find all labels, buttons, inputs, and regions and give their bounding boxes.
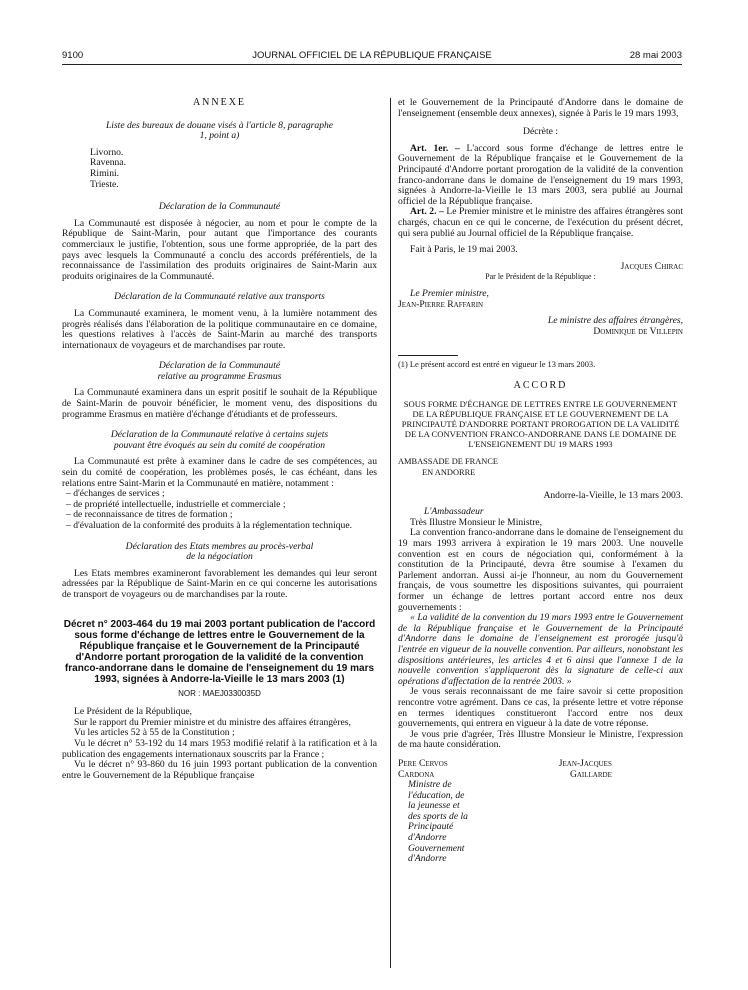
ambassade-line-2: EN ANDORRE	[422, 468, 476, 478]
signature-right-name: Jean-Jacques Gaillarde	[558, 757, 612, 780]
list-item: – d'échanges de services ;	[66, 488, 165, 500]
bureaux-list	[62, 148, 377, 190]
signature-left-title: Ministre de l'éducation, de la jeunesse et des sports de la Principauté d'Andorre Gouvernement d'Andorre	[408, 779, 468, 865]
column-divider	[390, 98, 391, 968]
signature-left	[398, 759, 535, 865]
fait-line: Fait à Paris, le 19 mai 2003.	[410, 244, 518, 256]
article-2-label: Art. 2. –	[410, 206, 444, 218]
section-title: Déclaration de la Communauté	[158, 360, 281, 372]
decrete-label: Décrète :	[523, 126, 558, 138]
footnote: (1) Le présent accord est entré en vigueur le 13 mars 2003.	[398, 360, 596, 370]
pm-name: Jean-Pierre Raffarin	[398, 298, 484, 310]
letter-paragraph: Je vous prie d'agréer, Très Illustre Monsieur le Ministre, l'expression de ma haute considération.	[398, 728, 683, 751]
decree-title: Décret n° 2003-464 du 19 mai 2003 portant publication de l'accord sous forme d'échange de lettres entre le Gouvernement de la République française et le Gouvernement de la Principauté d'Andorre portant prorogation de la validité de la convention franco-andorrane dans le domaine de l'enseignement du 19 mars 1993, signées à Andorre-la-Vieille le 13 mars 2003 (1)	[63, 618, 376, 685]
matters-list	[62, 489, 377, 531]
right-column	[398, 98, 683, 865]
signature-left-name: Pere Cervos Cardona	[398, 757, 448, 780]
section-title: Déclaration de la Communauté relative à certains sujets	[110, 429, 329, 441]
list-item: Livorno.	[90, 146, 124, 158]
section-title: Déclaration de la Communauté	[158, 201, 281, 213]
ambassadeur-label: L'Ambassadeur	[424, 506, 484, 518]
section-text: La Communauté est prête à examiner dans le cadre de ses compétences, au sein du comité de coopération, les problèmes posés, le cas échéant, dans les relations entre Saint-Marin et la Communauté en matière, notamment :	[62, 456, 377, 489]
list-item: – d'évaluation de la conformité des produits à la réglementation technique.	[66, 520, 352, 531]
nor-reference: NOR : MAEJ0330035D	[178, 688, 261, 698]
section-text: La Communauté examinera, le moment venu, à la lumière notamment des progrès réalisés dans l'élaboration de la politique communautaire en ce domaine, les questions relatives à l'accès de Saint-Marin au marché des transports internationaux de voyageurs et de marchandises par route.	[62, 307, 377, 351]
decree-paragraph: Vu le décret n° 53-192 du 14 mars 1953 modifié relatif à la ratification et à la publication des engagements internationaux souscrits par la France ;	[62, 737, 377, 760]
letter-signatures	[398, 759, 683, 865]
signature-president: Jacques Chirac	[620, 260, 683, 272]
decree-paragraph: Vu le décret n° 93-860 du 16 juin 1993 portant publication de la convention entre le Gouvernement de la République française	[62, 759, 377, 781]
article-2-text: Le Premier ministre et le ministre des affaires étrangères sont chargés, chacun en ce qui le concerne, de l'exécution du présent décret, qui sera publié au Journal officiel de la République française.	[398, 206, 683, 239]
mae-name: Dominique de Villepin	[593, 325, 683, 337]
section-title: Déclaration des Etats membres au procès-verbal	[125, 540, 314, 552]
list-item: – de reconnaissance de titres de formation ;	[66, 509, 233, 521]
header-rule	[62, 64, 682, 65]
par-le-president: Par le Président de la République :	[485, 272, 596, 282]
article-1	[398, 144, 683, 208]
list-item: Trieste.	[90, 178, 119, 190]
section-title: de la négociation	[186, 551, 253, 563]
pm-title: Le Premier ministre,	[410, 287, 489, 299]
section-title: pouvant être évoqués au sein du comité de coopération	[113, 439, 326, 451]
decree-paragraph: Sur le rapport du Premier ministre et du ministre des affaires étrangères,	[74, 716, 351, 728]
journal-title: JOURNAL OFFICIEL DE LA RÉPUBLIQUE FRANÇAISE	[252, 50, 492, 61]
issue-date: 28 mai 2003	[629, 50, 682, 61]
left-column	[62, 98, 377, 781]
decree-continuation: et le Gouvernement de la Principauté d'Andorre dans le domaine de l'enseignement (ensemble deux annexes), signée à Paris le 19 mars 1993,	[398, 97, 683, 119]
section-text: La Communauté est disposée à négocier, au nom et pour le compte de la République de Saint-Marin, pour autant que l'importance des courants commerciaux le justifie, l'obtention, sous une forme appropriée, de la part des pays avec lesquels la Communauté a conclu des accords préférentiels, de la reconnaissance de l'assimilation des produits originaires de Saint-Marin aux produits originaires de la Communauté.	[62, 217, 377, 282]
section-title: relative au programme Erasmus	[157, 370, 282, 382]
letter-quote: « La validité de la convention du 19 mars 1993 entre le Gouvernement de la République française et le Gouvernement de la Principauté d'Andorre dans le domaine de l'enseignement est prorogée jusqu'à l'entrée en vigueur de la nouvelle convention. Par ailleurs, nonobstant les dispositions antérieures, les articles 4 et 6 ainsi que l'annexe 1 de la nouvelle convention s'appliqueront dès la signature de celle-ci aux opérations d'affectation de la rentrée 2003. »	[398, 612, 683, 687]
list-item: Ravenna.	[90, 157, 126, 169]
annexe-subtitle: Liste des bureaux de douane visés à l'article 8, paragraphe 1, point a)	[105, 119, 334, 142]
mae-title: Le ministre des affaires étrangères,	[547, 315, 683, 327]
ambassade-line-1: AMBASSADE DE FRANCE	[398, 457, 499, 467]
decree-paragraph: Le Président de la République,	[74, 706, 193, 718]
salutation: Très Illustre Monsieur le Ministre,	[410, 516, 543, 528]
signature-right	[546, 759, 683, 865]
section-title: Déclaration de la Communauté relative aux transports	[114, 291, 325, 303]
list-item: – de propriété intellectuelle, industrielle et commerciale ;	[66, 498, 286, 510]
section-text: Les Etats membres examineront favorablement les demandes qui leur seront adressées par la République de Saint-Marin en ce qui concerne les autorisations de transport de voyageurs ou de marchandises par la route.	[62, 567, 377, 600]
letter-paragraph: Je vous serais reconnaissant de me faire savoir si cette proposition rencontre votre agrément. Dans ce cas, la présente lettre et votre réponse en termes identiques constitueront l'accord entre nos deux gouvernements, qui entrera en vigueur à la date de votre réponse.	[398, 686, 683, 730]
accord-title: ACCORD	[513, 379, 568, 391]
page-number: 9100	[62, 50, 84, 61]
list-item: Rimini.	[90, 167, 120, 179]
page-header	[62, 50, 682, 64]
article-2	[398, 207, 683, 239]
article-1-text: L'accord sous forme d'échange de lettres entre le Gouvernement de la République française et le Gouvernement de la Principauté d'Andorre portant prorogation de la validité de la convention franco-andorrane dans le domaine de l'enseignement du 19 mars 1993, signées à Andorre-la-Vieille le 13 mars 2003, sera publié au Journal officiel de la République française.	[398, 142, 683, 207]
section-text: La Communauté examinera dans un esprit positif le souhait de la République de Saint-Marin de pouvoir bénéficier, le moment venu, des dispositions du programme Erasmus en matière d'échange d'étudiants et de professeurs.	[62, 387, 377, 420]
place-date: Andorre-la-Vieille, le 13 mars 2003.	[543, 489, 683, 501]
accord-subtitle: SOUS FORME D'ÉCHANGE DE LETTRES ENTRE LE GOUVERNEMENT DE LA RÉPUBLIQUE FRANÇAISE ET LE GOUVERNEMENT DE LA PRINCIPAUTÉ D'ANDORRE PORTANT PROROGATION DE LA VALIDITÉ DE LA CONVENTION FRANCO-ANDORRANE DANS LE DOMAINE DE L'ENSEIGNEMENT DU 19 MARS 1993	[401, 399, 680, 450]
article-1-label: Art. 1er. –	[410, 142, 460, 154]
letter-paragraph: La convention franco-andorrane dans le domaine de l'enseignement du 19 mars 1993 arrivera à expiration le 19 mars 2003. Une nouvelle convention est en cours de négociation qui, conformément à la constitution de la Principauté, devra être soumise à l'examen du Parlement andorran. Aussi ai-je l'honneur, au nom du Gouvernement français, de vous soumettre les dispositions suivantes, qui pourraient former un échange de lettres portant accord entre nos deux gouvernements :	[398, 527, 683, 613]
annexe-title: ANNEXE	[192, 97, 247, 108]
decree-paragraph: Vu les articles 52 à 55 de la Constitution ;	[74, 727, 235, 739]
